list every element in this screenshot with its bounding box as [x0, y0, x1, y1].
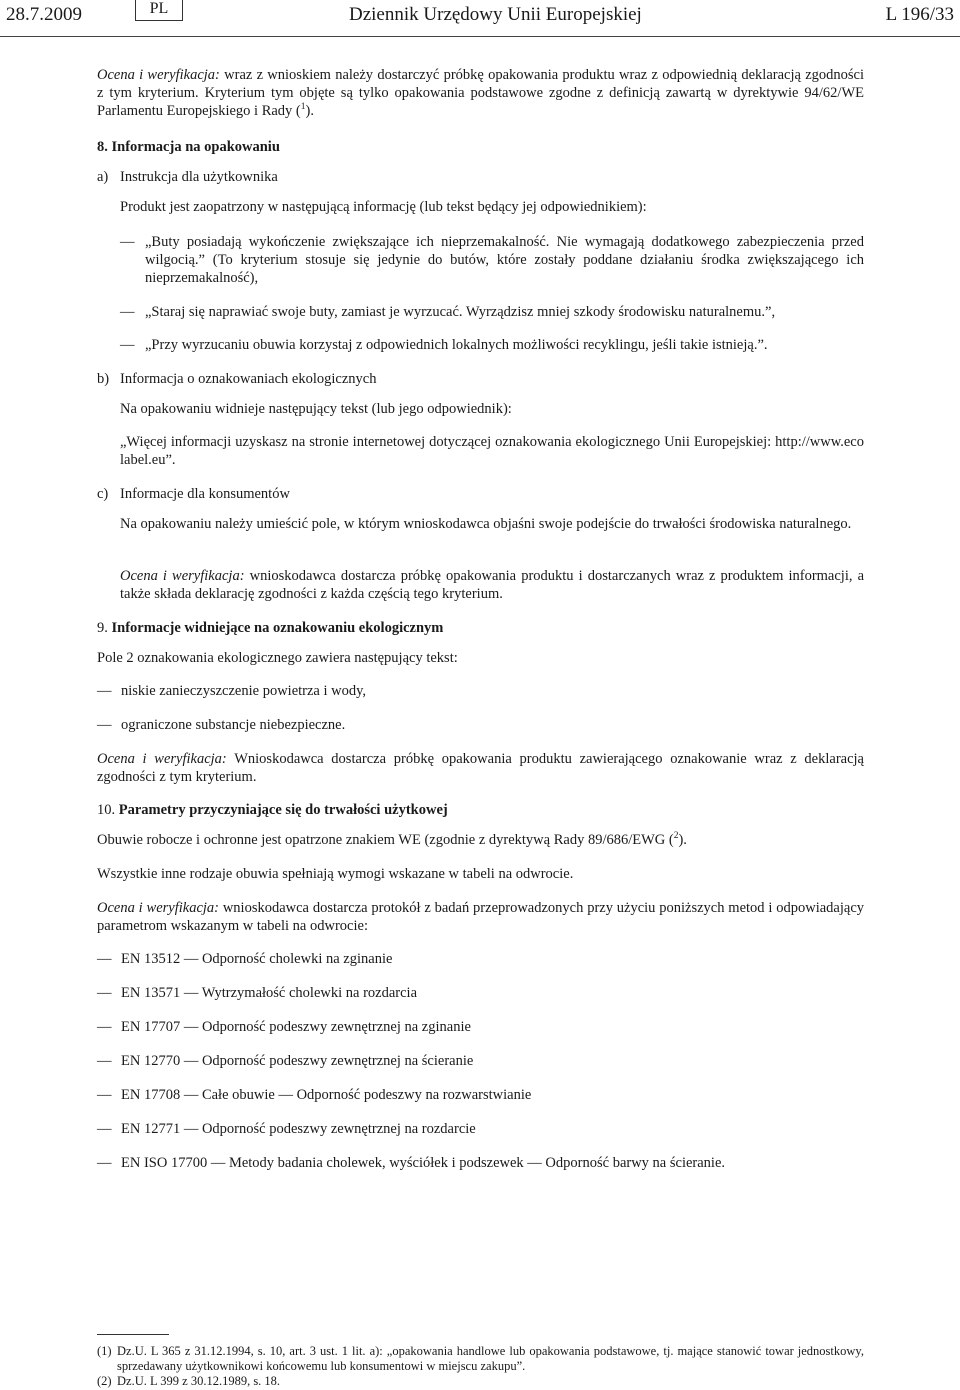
verification-text: wraz z wnioskiem należy dostarczyć próbkę opakowania produktu wraz z odpowiednią deklaracją zgodności z tym kryterium. Kryterium tym objęte są tylko opakowania podstawowe zgodne z definicją zawartą w dyrektywie 94/62/WE Parlamentu Europejskiego i Rady ( — [97, 67, 865, 119]
verification-label: Ocena i weryfikacja: — [97, 67, 220, 83]
dash-bullet: — — [97, 1087, 112, 1103]
s8-a-item-3: „Przy wyrzucaniu obuwia korzystaj z odpowiednich lokalnych możliwości recyklingu, jeśli takie istnieją.”. — [145, 337, 768, 353]
dash-bullet: — — [97, 1121, 112, 1137]
s8-c-label: c) — [97, 486, 109, 502]
dash-bullet: — — [97, 985, 112, 1001]
footnote-ref: 1 — [300, 102, 306, 113]
s8-b-intro: Na opakowaniu widnieje następujący tekst (lub jego odpowiednik): — [120, 401, 512, 417]
dash-bullet: — — [120, 234, 135, 250]
s10-p1: Obuwie robocze i ochronne jest opatrzone znakiem WE (zgodnie z dyrektywą Rady 89/686/EWG ($^2$). — [97, 831, 687, 848]
verification-label: Ocena i weryfikacja: — [120, 568, 245, 584]
footnote-divider — [97, 1334, 169, 1335]
s9-item-1: niskie zanieczyszczenie powietrza i wody, — [121, 683, 367, 699]
s9-verification — [97, 750, 864, 786]
s8-a-intro: Produkt jest zaopatrzony w następującą informację (lub tekst będący jej odpowiednikiem): — [120, 199, 647, 215]
standard-item: EN 17707 — Odporność podeszwy zewnętrznej na zginanie — [121, 1019, 471, 1035]
s9-intro: Pole 2 oznakowania ekologicznego zawiera następujący tekst: — [97, 650, 458, 666]
s8-b-title: Informacja o oznakowaniach ekologicznych — [120, 371, 377, 387]
s8-b-quote: „Więcej informacji uzyskasz na stronie internetowej dotyczącej oznakowania ekologicznego Unii Europejskiej: http://www.ecolabel.eu”. — [120, 434, 864, 468]
s8-c-text: Na opakowaniu należy umieścić pole, w którym wnioskodawca objaśni swoje podejście do trwałości środowiska naturalnego. — [120, 516, 852, 532]
standard-item: EN 17708 — Całe obuwie — Odporność podeszwy na rozwarstwianie — [121, 1087, 532, 1103]
dash-bullet: — — [120, 304, 135, 320]
verification-label: Ocena i weryfikacja: — [97, 751, 227, 767]
language-badge: PL — [135, 0, 183, 21]
dash-bullet: — — [120, 337, 135, 353]
s8-a-title: Instrukcja dla użytkownika — [120, 169, 278, 185]
s8-a-label: a) — [97, 169, 109, 185]
header-divider — [0, 36, 960, 37]
page-header — [0, 0, 960, 38]
intro-verification: Ocena i weryfikacja: wraz z wnioskiem należy dostarczyć próbkę opakowania produktu wraz z odpowiednią deklaracją zgodności z tym kryterium. Kryterium tym objęte są tylko opakowania podstawowe zgodne z definicją zawartą w dyrektywie 94/62/WE Parlamentu Europejskiego i Rady ($^1$). — [97, 67, 865, 119]
verification-text: Wnioskodawca dostarcza próbkę opakowania produktu zawierającego oznakowanie wraz z deklaracją zgodności z tym kryterium. — [97, 751, 864, 785]
section-10-heading: 10. Parametry przyczyniające się do trwałości użytkowej — [97, 802, 448, 818]
footnote-1: Dz.U. L 365 z 31.12.1994, s. 10, art. 3 ust. 1 lit. a): „opakowania handlowe lub opakowania podstawowe, tj. mające stanowić towar jednostkowy, sprzedawany użytkownikowi końcowemu lub konsumentowi w miejscu zakupu”. — [117, 1344, 864, 1373]
publication-date: 28.7.2009 — [6, 4, 82, 25]
footnote-mark: (2) — [97, 1374, 112, 1388]
footnote-ref: 2 — [673, 831, 679, 842]
standard-item: EN ISO 17700 — Metody badania cholewek, wyściółek i podszewek — Odporność barwy na ścieranie. — [121, 1155, 726, 1171]
standard-item: EN 13571 — Wytrzymałość cholewki na rozdarcia — [121, 985, 418, 1001]
s10-verification — [97, 899, 864, 935]
dash-bullet: — — [97, 951, 112, 967]
section-9-heading: 9. Informacje widniejące na oznakowaniu ekologicznym — [97, 620, 444, 636]
dash-bullet: — — [97, 683, 112, 699]
dash-bullet: — — [97, 1053, 112, 1069]
journal-title: Dziennik Urzędowy Unii Europejskiej — [349, 4, 642, 25]
s8-a-item-2: „Staraj się naprawiać swoje buty, zamiast je wyrzucać. Wyrządzisz mniej szkody środowisku naturalnemu.”, — [145, 304, 776, 320]
s8-a-item-1: „Buty posiadają wykończenie zwiększające ich nieprzemakalność. Nie wymagają dodatkowego zabezpieczenia przed wilgocią.” (To kryterium stosuje się jedynie do butów, które zostały poddane działaniu środka zwiększającego ich nieprzemakalność), — [145, 234, 864, 286]
verification-label: Ocena i weryfikacja: — [97, 900, 219, 916]
dash-bullet: — — [97, 717, 112, 733]
standard-item: EN 12770 — Odporność podeszwy zewnętrznej na ścieranie — [121, 1053, 474, 1069]
footnote-2: Dz.U. L 399 z 30.12.1989, s. 18. — [117, 1374, 281, 1388]
standard-item: EN 12771 — Odporność podeszwy zewnętrznej na rozdarcie — [121, 1121, 476, 1137]
s8-c-title: Informacje dla konsumentów — [120, 486, 290, 502]
verification-text: wnioskodawca dostarcza próbkę opakowania produktu i dostarczanych wraz z produktem informacji, a także składa deklarację zgodności z każda częścią tego kryterium. — [120, 568, 865, 602]
footnote-mark: (1) — [97, 1344, 112, 1358]
s8-b-label: b) — [97, 371, 110, 387]
standard-item: EN 13512 — Odporność cholewki na zginanie — [121, 951, 393, 967]
s9-item-2: ograniczone substancje niebezpieczne. — [121, 717, 346, 733]
dash-bullet: — — [97, 1019, 112, 1035]
dash-bullet: — — [97, 1155, 112, 1171]
section-8-heading: 8. Informacja na opakowaniu — [97, 139, 280, 155]
page-reference: L 196/33 — [885, 4, 954, 25]
s10-p2: Wszystkie inne rodzaje obuwia spełniają wymogi wskazane w tabeli na odwrocie. — [97, 866, 574, 882]
verification-text: wnioskodawca dostarcza protokół z badań przeprowadzonych przy użyciu poniższych metod i odpowiadający parametrom wskazanym w tabeli na odwrocie: — [97, 900, 864, 934]
s8-c-verification — [120, 567, 864, 603]
